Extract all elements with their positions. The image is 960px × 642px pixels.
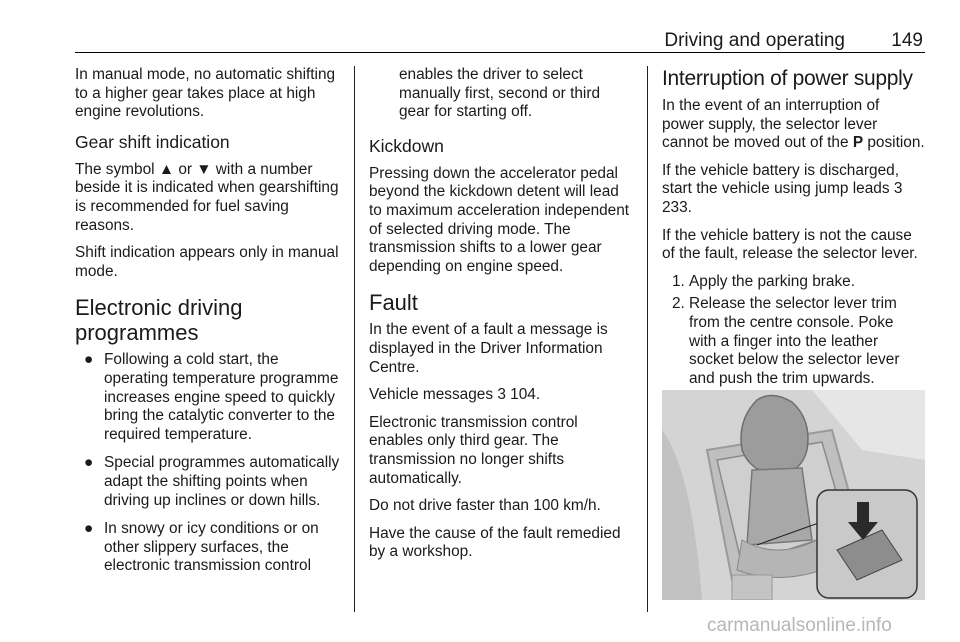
power-text: position. <box>863 134 925 152</box>
fault-paragraph-2: Vehicle messages 3 104. <box>369 386 541 404</box>
fault-paragraph-5: Have the cause of the fault remedied by a workshop. <box>369 524 621 561</box>
continued-paragraph: enables the driver to select manually first, second or third gear for starting off. <box>399 66 601 121</box>
column-divider <box>354 66 355 612</box>
power-supply-heading: Interruption of power supply <box>662 67 913 90</box>
list-item <box>75 454 343 510</box>
step-number: 1. <box>672 272 685 290</box>
list-item <box>662 273 925 292</box>
position-p-label: P <box>852 134 864 152</box>
kickdown-heading: Kickdown <box>369 135 444 156</box>
list-item <box>75 520 343 576</box>
bullet-icon: ● <box>84 454 94 472</box>
list-item-text: In snowy or icy conditions or on other slippery surfaces, the electronic transmission control <box>104 520 319 575</box>
list-item-text: Following a cold start, the operating temperature programme increases engine speed to quickly bring the catalytic converter to the required temperature. <box>104 351 339 443</box>
gear-shift-paragraph-2: Shift indication appears only in manual mode. <box>75 244 339 280</box>
bullet-icon: ● <box>84 351 94 369</box>
fault-paragraph-1: In the event of a fault a message is displayed in the Driver Information Centre. <box>369 321 608 376</box>
watermark: carmanualsonline.info <box>707 615 892 636</box>
bullet-icon: ● <box>84 520 94 538</box>
steps-list <box>662 273 925 389</box>
intro-paragraph: In manual mode, no automatic shifting to a higher gear takes place at high engine revolutions. <box>75 66 336 121</box>
list-item <box>662 295 925 388</box>
column-1 <box>75 66 343 586</box>
power-paragraph-1 <box>662 97 925 153</box>
step-number: 2. <box>672 295 685 313</box>
power-paragraph-3: If the vehicle battery is not the cause of the fault, release the selector lever. <box>662 226 918 263</box>
power-paragraph-2: If the vehicle battery is discharged, start the vehicle using jump leads 3 233. <box>662 161 903 216</box>
column-3 <box>662 66 925 392</box>
list-item-text: Special programmes automatically adapt the shifting points when driving up inclines or down hills. <box>104 454 340 509</box>
list-item <box>75 351 343 444</box>
selector-lever-illustration <box>662 390 925 600</box>
step-text: Apply the parking brake. <box>689 272 855 290</box>
fault-paragraph-4: Do not drive faster than 100 km/h. <box>369 497 601 515</box>
fault-paragraph-3: Electronic transmission control enables only third gear. The transmission no longer shifts automatically. <box>369 413 578 487</box>
gear-shift-heading: Gear shift indication <box>75 131 230 152</box>
column-2 <box>369 66 633 571</box>
step-text: Release the selector lever trim from the centre console. Poke with a finger into the leather socket below the selector lever and push the trim upwards. <box>689 295 900 387</box>
page-number: 149 <box>891 30 923 51</box>
power-text: In the event of an interruption of power supply, the selector lever cannot be moved out of the <box>662 97 880 152</box>
electronic-programmes-heading: Electronic driving programmes <box>75 295 243 346</box>
kickdown-paragraph: Pressing down the accelerator pedal beyond the kickdown detent will lead to maximum acceleration independent of selected driving mode. The transmission shifts to a lower gear depending on engine speed. <box>369 164 630 275</box>
page-header <box>75 30 925 53</box>
section-title: Driving and operating <box>664 30 845 51</box>
column-divider <box>647 66 648 612</box>
gear-shift-paragraph-1: The symbol ▲ or ▼ with a number beside it is indicated when gearshifting is recommended for fuel saving reasons. <box>75 160 339 234</box>
selector-lever-image <box>662 390 925 600</box>
fault-heading: Fault <box>369 290 418 316</box>
programmes-list <box>75 351 343 576</box>
